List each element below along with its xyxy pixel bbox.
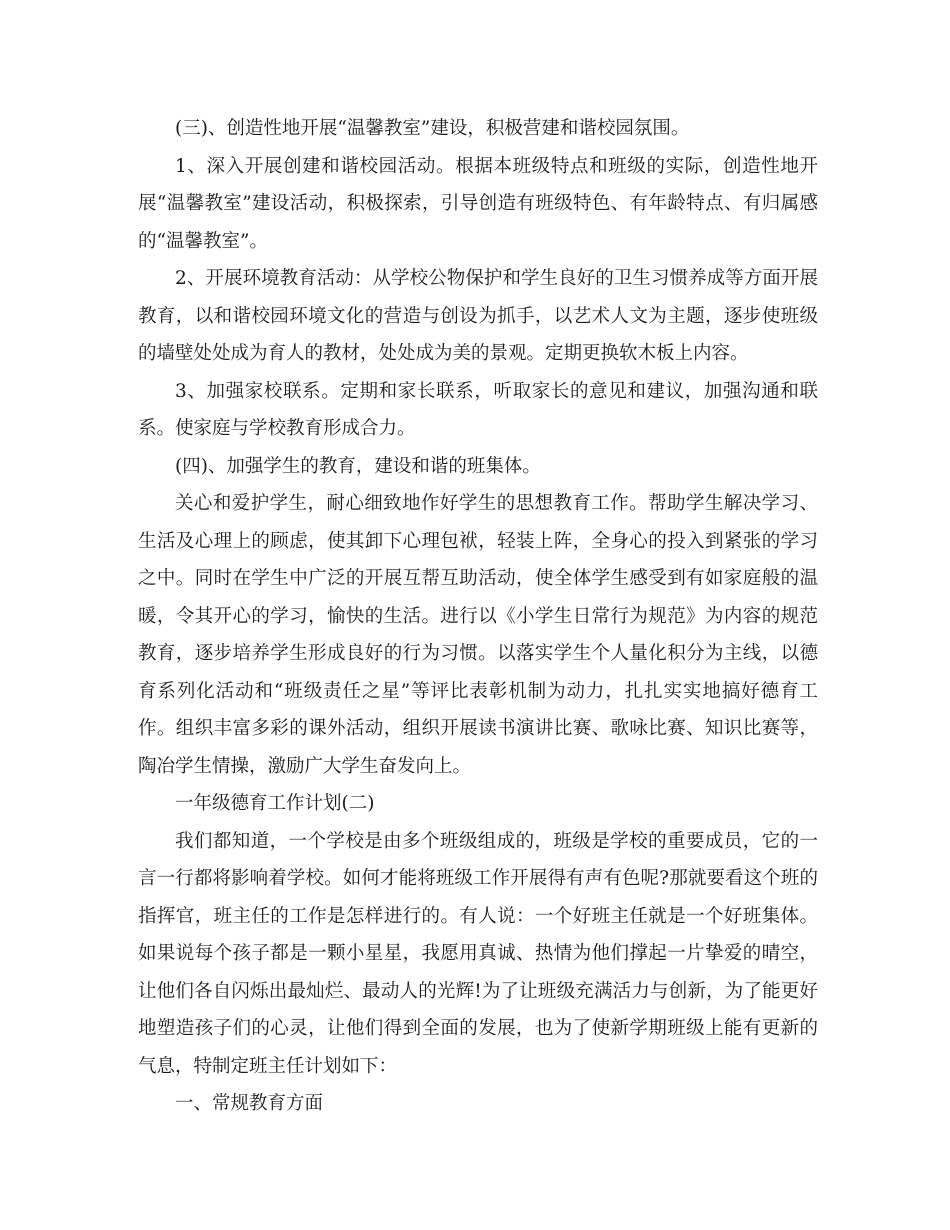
section-heading-3: (三)、创造性地开展“温馨教室”建设，积极营建和谐校园氛围。: [175, 118, 690, 139]
plan-title-2: 一年级德育工作计划(二): [175, 793, 375, 814]
paragraph-item-3: 3、加强家校联系。定期和家长联系，听取家长的意见和建议，加强沟通和联系。使家庭与学校教育形成合力。: [138, 380, 818, 439]
paragraph-item-2: 2、开展环境教育活动：从学校公物保护和学生良好的卫生习惯养成等方面开展教育，以和谐校园环境文化的营造与创设为抓手，以艺术人文为主题，逐步使班级的墙壁处处成为育人的教材，处处成为美的景观。定期更换软木板上内容。: [138, 268, 818, 364]
paragraph-intro: 我们都知道，一个学校是由多个班级组成的，班级是学校的重要成员，它的一言一行都将影响着学校。如何才能将班级工作开展得有声有色呢?那就要看这个班的指挥官，班主任的工作是怎样进行的。有人说：一个好班主任就是一个好班集体。如果说每个孩子都是一颗小星星，我愿用真诚、热情为他们撑起一片挚爱的晴空，让他们各自闪烁出最灿烂、最动人的光辉!为了让班级充满活力与创新，为了能更好地塑造孩子们的心灵，让他们得到全面的发展，也为了使新学期班级上能有更新的气息，特制定班主任计划如下：: [138, 830, 818, 1077]
section-heading-4: (四)、加强学生的教育，建设和谐的班集体。: [175, 455, 541, 477]
document-body: [138, 110, 818, 1123]
paragraph-student-care: 关心和爱护学生，耐心细致地作好学生的思想教育工作。帮助学生解决学习、生活及心理上的顾虑，使其卸下心理包袱，轻装上阵，全身心的投入到紧张的学习之中。同时在学生中广泛的开展互帮互助活动，使全体学生感受到有如家庭般的温暖，令其开心的学习，愉快的生活。进行以《小学生日常行为规范》为内容的规范教育，逐步培养学生形成良好的行为习惯。以落实学生个人量化积分为主线，以德育系列化活动和“班级责任之星”等评比表彰机制为动力，扎扎实实地搞好德育工作。组织丰富多彩的课外活动，组织开展读书演讲比赛、歌咏比赛、知识比赛等，陶冶学生情操，激励广大学生奋发向上。: [138, 493, 818, 777]
paragraph-item-1: 1、深入开展创建和谐校园活动。根据本班级特点和班级的实际，创造性地开展“温馨教室”建设活动，积极探索，引导创造有班级特色、有年龄特点、有归属感的“温馨教室”。: [138, 155, 818, 252]
section-heading-routine: 一、常规教育方面: [175, 1093, 324, 1114]
